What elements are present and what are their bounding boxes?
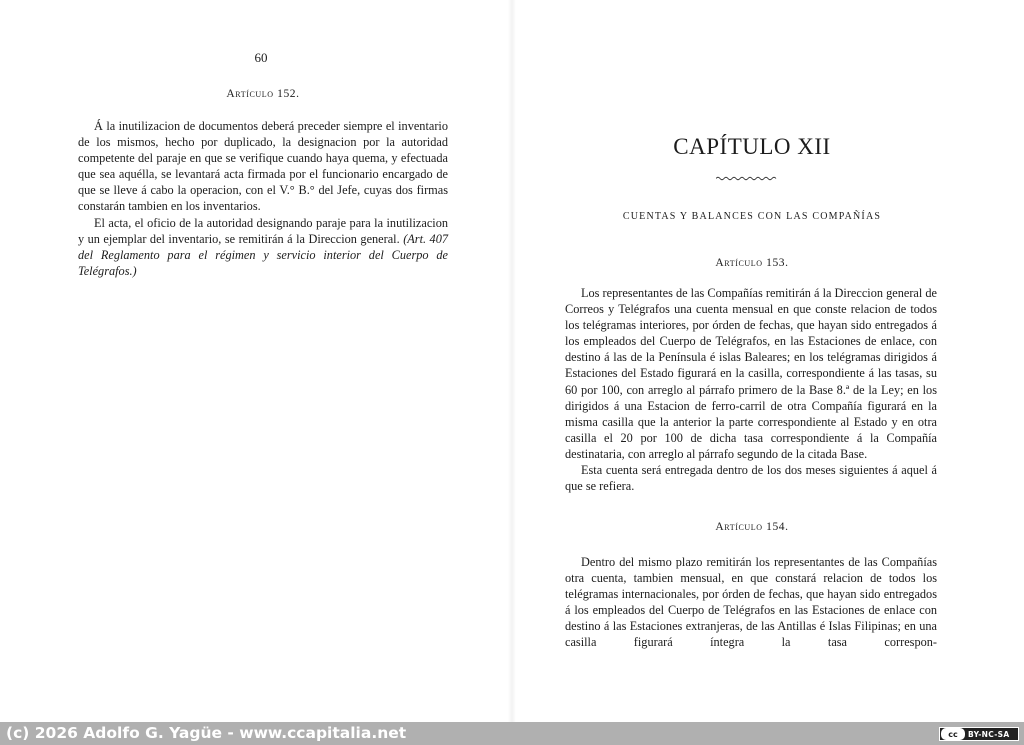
left-page-text bbox=[78, 118, 448, 279]
article-154-text bbox=[565, 554, 937, 651]
page-number: 60 bbox=[254, 50, 268, 65]
book-spine bbox=[508, 0, 516, 722]
paragraph: Los representantes de las Compañías remitirán á la Direccion general de Correos y Telégrafos una cuenta mensual en que conste relacion de todos los telégramas interiores, por órden de fechas, que hayan sido entregados á los empleados del Cuerpo de Telégrafos, en las Estaciones de enlace, con destino á las de la Península é islas Baleares; en los telégramas dirigidos á Estaciones del Estado figurará en la casilla, correspondiente á las tasas, su 60 por 100, con arreglo al párrafo primero de la Base 8.ª de la Ley; en los dirigidos á una Estacion de ferro-carril de otra Compañía figurará en la misma casilla que la anterior la parte correspondiente al Estado y en otra casilla el 20 por 100 de dicha tasa correspondiente á la Compañía destinataria, con arreglo al párrafo segundo de la citada Base. bbox=[565, 286, 937, 461]
chapter-title: CAPÍTULO XII bbox=[673, 134, 831, 159]
article-152-heading: Artículo 152. bbox=[226, 88, 300, 100]
article-153-heading: Artículo 153. bbox=[715, 257, 789, 269]
citation: (Art. 407 del Reglamento para el régimen y servicio interior del Cuerpo de Telégrafos.) bbox=[78, 231, 449, 278]
paragraph: Esta cuenta será entregada dentro de los dos meses siguientes á aquel á que se refiera. bbox=[565, 463, 937, 494]
article-154-heading: Artículo 154. bbox=[715, 521, 789, 533]
paragraph: Á la inutilizacion de documentos deberá preceder siempre el inventario de los mismos, hecho por duplicado, la designacion por la autoridad competente del paraje en que se verifique cuando haya quema, y efectuada que sea aquélla, se levantará acta firmada por el funcionario encargado de que se lleve á cabo la operacion, con el V.° B.° del Jefe, cuyas dos firmas constarán tambien en los inventarios. bbox=[78, 119, 448, 214]
license-badge bbox=[939, 727, 1019, 741]
license-text: BY-NC-SA bbox=[968, 729, 1010, 739]
paragraph-text: El acta, el oficio de la autoridad designando paraje para la inutilizacion y un ejemplar del inventario, se remitirán á la Direccion general. bbox=[78, 215, 448, 246]
paragraph: Dentro del mismo plazo remitirán los representantes de las Compañías otra cuenta, tambien mensual, en que constará relacion de todos los telégramas internacionales, por órden de fechas, que hayan sido entregados á los empleados del Cuerpo de Telégrafos en las Estaciones de enlace con destino á las Estaciones extranjeras, de las Antillas é Islas Filipinas; en una casilla figurará íntegra la tasa correspon- bbox=[565, 555, 937, 650]
section-title: CUENTAS Y BALANCES CON LAS COMPAÑÍAS bbox=[622, 211, 882, 222]
article-153-text bbox=[565, 285, 937, 494]
left-page bbox=[0, 0, 512, 722]
footer-bar bbox=[0, 722, 1024, 745]
wavy-divider-ornament bbox=[716, 176, 778, 181]
creative-commons-icon: cc bbox=[941, 728, 965, 740]
copyright-text: (c) 2026 Adolfo G. Yagüe - www.ccapitalia.net bbox=[6, 724, 407, 742]
paragraph bbox=[78, 215, 448, 279]
